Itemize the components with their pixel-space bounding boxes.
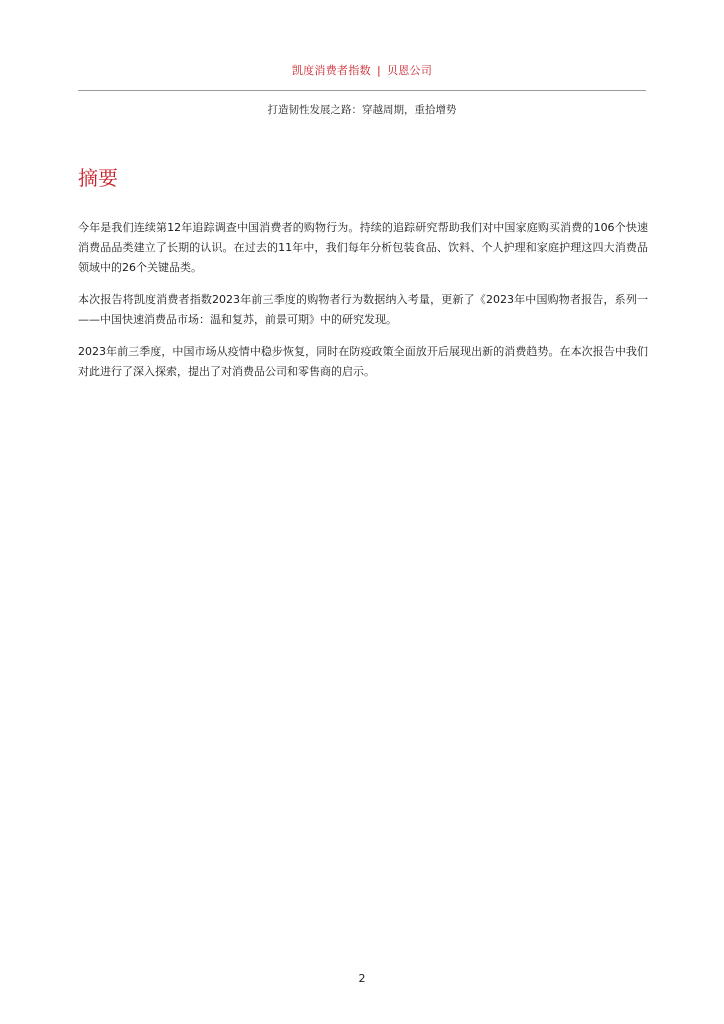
summary-paragraph: 今年是我们连续第12年追踪调查中国消费者的购物行为。持续的追踪研究帮助我们对中国家庭购买消费的106个快速消费品品类建立了长期的认识。在过去的11年中，我们每年分析包装食品、饮料、个人护理和家庭护理这四大消费品领域中的26个关键品类。 (78, 221, 648, 274)
summary-paragraph: 2023年前三季度，中国市场从疫情中稳步恢复，同时在防疫政策全面放开后展现出新的消费趋势。在本次报告中我们对此进行了深入探索，提出了对消费品公司和零售商的启示。 (78, 345, 648, 378)
section-title: 摘要 (78, 166, 118, 190)
summary-body (78, 218, 648, 394)
header-separator: | (376, 64, 381, 77)
report-subtitle: 打造韧性发展之路：穿越周期，重拾增势 (267, 104, 457, 116)
header-bain: 贝恩公司 (386, 64, 433, 77)
header-divider (78, 90, 646, 91)
header-kantar: 凯度消费者指数 (291, 64, 371, 77)
summary-paragraph: 本次报告将凯度消费者指数2023年前三季度的购物者行为数据纳入考量，更新了《2023年中国购物者报告，系列一——中国快速消费品市场：温和复苏，前景可期》中的研究发现。 (78, 293, 648, 326)
page-number: 2 (358, 972, 366, 985)
running-header (0, 62, 724, 78)
